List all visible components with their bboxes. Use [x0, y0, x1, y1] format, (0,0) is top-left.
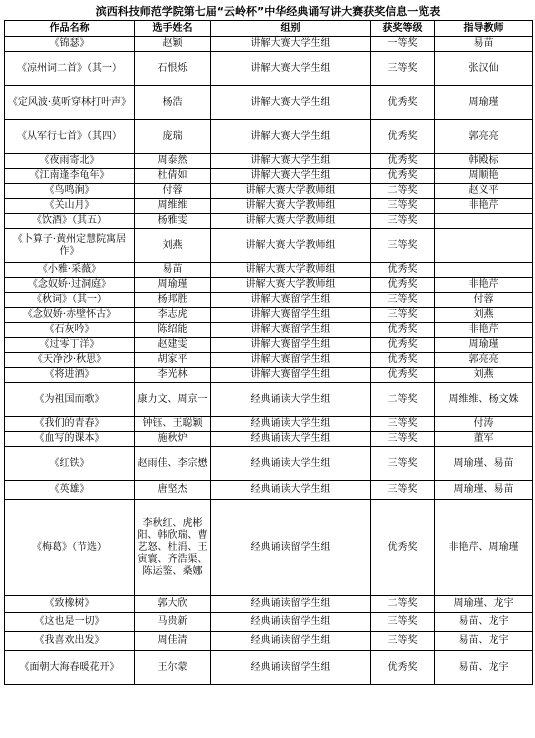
cell-instructor: 非艳芹 [435, 323, 533, 338]
cell-award-level: 三等奖 [371, 214, 435, 229]
cell-group: 讲解大赛留学生组 [211, 353, 371, 368]
page-title: 滨西科技师范学院第七届“云岭杯”中华经典诵写讲大赛获奖信息一览表 [95, 5, 441, 18]
cell-group: 讲解大赛留学生组 [211, 308, 371, 323]
cell-award-level: 优秀奖 [371, 120, 435, 154]
table-row [5, 632, 533, 651]
cell-instructor: 张汉仙 [435, 52, 533, 86]
cell-instructor: 易苗、龙宇 [435, 651, 533, 685]
cell-award-level: 三等奖 [371, 308, 435, 323]
cell-contestant: 赵颖 [135, 37, 211, 52]
cell-group: 经典诵读留学生组 [211, 632, 371, 651]
cell-instructor: 赵义平 [435, 184, 533, 199]
cell-instructor: 周维维、杨文姝 [435, 383, 533, 417]
cell-work-title: 《天净沙·秋思》 [5, 353, 135, 368]
cell-award-level: 二等奖 [371, 383, 435, 417]
cell-contestant: 康力文、周京一 [135, 383, 211, 417]
cell-instructor: 周瑜瑾、龙宇 [435, 596, 533, 613]
cell-instructor: 刘燕 [435, 308, 533, 323]
cell-work-title: 《致橡树》 [5, 596, 135, 613]
cell-contestant: 石恨烁 [135, 52, 211, 86]
cell-instructor: 董军 [435, 432, 533, 447]
cell-group: 讲解大赛大学生组 [211, 120, 371, 154]
cell-group: 讲解大赛大学教师组 [211, 263, 371, 278]
cell-contestant: 杨浩 [135, 86, 211, 120]
cell-group: 经典诵读大学生组 [211, 481, 371, 500]
table-row [5, 368, 533, 383]
cell-award-level: 三等奖 [371, 417, 435, 432]
table-row [5, 613, 533, 632]
cell-award-level: 优秀奖 [371, 86, 435, 120]
table-row [5, 651, 533, 685]
cell-group: 经典诵读大学生组 [211, 447, 371, 481]
header-contestant: 选手姓名 [135, 21, 211, 37]
table-row [5, 52, 533, 86]
cell-work-title: 《我们的青春》 [5, 417, 135, 432]
table-row [5, 383, 533, 417]
table-row [5, 184, 533, 199]
cell-contestant: 杨雅雯 [135, 214, 211, 229]
table-row [5, 323, 533, 338]
table-header-row [5, 21, 533, 37]
cell-instructor: 非艳芹 [435, 278, 533, 293]
cell-award-level: 优秀奖 [371, 278, 435, 293]
cell-contestant: 李光林 [135, 368, 211, 383]
cell-instructor: 周瑜瑾 [435, 86, 533, 120]
cell-work-title: 《念奴娇·赤壁怀古》 [5, 308, 135, 323]
cell-work-title: 《凉州词二首》（其一） [5, 52, 135, 86]
cell-award-level: 优秀奖 [371, 154, 435, 169]
cell-group: 讲解大赛大学教师组 [211, 184, 371, 199]
cell-group: 讲解大赛留学生组 [211, 338, 371, 353]
cell-award-level: 三等奖 [371, 632, 435, 651]
table-row [5, 169, 533, 184]
header-work-title: 作品名称 [5, 21, 135, 37]
cell-contestant: 陈绍能 [135, 323, 211, 338]
cell-work-title: 《从军行七首》（其四） [5, 120, 135, 154]
table-row [5, 263, 533, 278]
table-row [5, 293, 533, 308]
document-sheet [4, 3, 532, 685]
cell-work-title: 《我喜欢出发》 [5, 632, 135, 651]
cell-work-title: 《过零丁洋》 [5, 338, 135, 353]
cell-contestant: 赵建雯 [135, 338, 211, 353]
cell-instructor: 周瑜瑾、易苗 [435, 447, 533, 481]
cell-group: 讲解大赛大学生组 [211, 37, 371, 52]
table-row [5, 308, 533, 323]
cell-work-title: 《定风波·莫听穿林打叶声》 [5, 86, 135, 120]
cell-group: 经典诵读留学生组 [211, 596, 371, 613]
cell-contestant: 李秋红、虎彬阳、韩欣瑞、曹艺怒、杜涓、王寅寰、齐浩渠、陈运鉴、桑娜 [135, 500, 211, 596]
cell-work-title: 《鸟鸣涧》 [5, 184, 135, 199]
cell-work-title: 《为祖国而歌》 [5, 383, 135, 417]
table-row [5, 447, 533, 481]
table-row [5, 199, 533, 214]
table-row [5, 432, 533, 447]
cell-contestant: 施秋炉 [135, 432, 211, 447]
cell-instructor: 刘燕 [435, 368, 533, 383]
cell-instructor: 易苗、龙宇 [435, 632, 533, 651]
cell-award-level: 一等奖 [371, 37, 435, 52]
cell-contestant: 李志虎 [135, 308, 211, 323]
table-row [5, 481, 533, 500]
cell-group: 经典诵读大学生组 [211, 417, 371, 432]
cell-group: 讲解大赛大学生组 [211, 86, 371, 120]
table-row [5, 278, 533, 293]
cell-award-level: 优秀奖 [371, 338, 435, 353]
cell-group: 讲解大赛大学教师组 [211, 199, 371, 214]
cell-contestant: 杨邦胜 [135, 293, 211, 308]
cell-group: 经典诵读大学生组 [211, 432, 371, 447]
cell-instructor: 周瑜瑾、易苗 [435, 481, 533, 500]
table-row [5, 214, 533, 229]
cell-award-level: 优秀奖 [371, 651, 435, 685]
cell-work-title: 《锦瑟》 [5, 37, 135, 52]
cell-work-title: 《英雄》 [5, 481, 135, 500]
cell-group: 讲解大赛大学教师组 [211, 278, 371, 293]
cell-contestant: 周瑜瑾 [135, 278, 211, 293]
cell-instructor: 郭亮亮 [435, 353, 533, 368]
cell-instructor: 韩殿标 [435, 154, 533, 169]
cell-work-title: 《这也是一切》 [5, 613, 135, 632]
cell-contestant: 王尔蒙 [135, 651, 211, 685]
cell-award-level: 三等奖 [371, 52, 435, 86]
cell-instructor [435, 229, 533, 263]
cell-contestant: 唐坚杰 [135, 481, 211, 500]
header-group: 组别 [211, 21, 371, 37]
cell-award-level: 优秀奖 [371, 500, 435, 596]
cell-work-title: 《秋词》（其一） [5, 293, 135, 308]
cell-work-title: 《石灰吟》 [5, 323, 135, 338]
cell-contestant: 郭大欣 [135, 596, 211, 613]
cell-contestant: 杜倩如 [135, 169, 211, 184]
cell-contestant: 刘燕 [135, 229, 211, 263]
cell-contestant: 胡家平 [135, 353, 211, 368]
cell-contestant: 付蓉 [135, 184, 211, 199]
cell-instructor: 非艳芹 [435, 199, 533, 214]
cell-work-title: 《念奴娇·过洞庭》 [5, 278, 135, 293]
cell-award-level: 优秀奖 [371, 169, 435, 184]
cell-contestant: 周维维 [135, 199, 211, 214]
table-row [5, 338, 533, 353]
table-row [5, 86, 533, 120]
cell-work-title: 《关山月》 [5, 199, 135, 214]
cell-award-level: 三等奖 [371, 199, 435, 214]
cell-award-level: 优秀奖 [371, 323, 435, 338]
cell-work-title: 《梅葛》（节选） [5, 500, 135, 596]
header-instructor: 指导教师 [435, 21, 533, 37]
table-row [5, 417, 533, 432]
cell-group: 讲解大赛大学生组 [211, 154, 371, 169]
cell-contestant: 易苗 [135, 263, 211, 278]
cell-award-level: 优秀奖 [371, 263, 435, 278]
cell-work-title: 《小雅·采薇》 [5, 263, 135, 278]
cell-group: 讲解大赛大学生组 [211, 52, 371, 86]
table-row [5, 154, 533, 169]
cell-work-title: 《面朝大海春暖花开》 [5, 651, 135, 685]
cell-instructor: 付蓉 [435, 293, 533, 308]
cell-instructor [435, 263, 533, 278]
cell-contestant: 赵雨佳、李宗懋 [135, 447, 211, 481]
award-table [4, 20, 533, 685]
cell-instructor: 付涛 [435, 417, 533, 432]
cell-award-level: 二等奖 [371, 184, 435, 199]
cell-contestant: 钟钰、王聪颖 [135, 417, 211, 432]
cell-award-level: 三等奖 [371, 432, 435, 447]
cell-instructor [435, 214, 533, 229]
table-row [5, 353, 533, 368]
table-row [5, 37, 533, 52]
cell-instructor: 易苗、龙宇 [435, 613, 533, 632]
cell-work-title: 《夜雨寄北》 [5, 154, 135, 169]
cell-group: 经典诵读留学生组 [211, 613, 371, 632]
table-body [5, 37, 533, 685]
cell-instructor: 易苗 [435, 37, 533, 52]
cell-group: 经典诵读留学生组 [211, 651, 371, 685]
cell-group: 讲解大赛大学教师组 [211, 229, 371, 263]
cell-group: 经典诵读大学生组 [211, 383, 371, 417]
cell-instructor: 郭亮亮 [435, 120, 533, 154]
cell-award-level: 二等奖 [371, 596, 435, 613]
cell-group: 讲解大赛大学生组 [211, 169, 371, 184]
cell-award-level: 优秀奖 [371, 368, 435, 383]
cell-contestant: 周泰然 [135, 154, 211, 169]
cell-award-level: 三等奖 [371, 481, 435, 500]
table-row [5, 229, 533, 263]
table-row [5, 500, 533, 596]
cell-work-title: 《卜算子·黄州定慧院寓居作》 [5, 229, 135, 263]
table-row [5, 596, 533, 613]
cell-group: 讲解大赛留学生组 [211, 323, 371, 338]
header-award-level: 获奖等级 [371, 21, 435, 37]
cell-award-level: 三等奖 [371, 293, 435, 308]
cell-group: 经典诵读留学生组 [211, 500, 371, 596]
cell-work-title: 《江南逢李龟年》 [5, 169, 135, 184]
cell-contestant: 庞瑞 [135, 120, 211, 154]
cell-group: 讲解大赛大学教师组 [211, 214, 371, 229]
cell-group: 讲解大赛留学生组 [211, 368, 371, 383]
cell-instructor: 周顺艳 [435, 169, 533, 184]
cell-work-title: 《红铁》 [5, 447, 135, 481]
table-row [5, 120, 533, 154]
cell-contestant: 马贵新 [135, 613, 211, 632]
cell-instructor: 周瑜瑾 [435, 338, 533, 353]
cell-contestant: 周佳清 [135, 632, 211, 651]
cell-instructor: 非艳芹、周瑜瑾 [435, 500, 533, 596]
cell-award-level: 三等奖 [371, 613, 435, 632]
cell-award-level: 三等奖 [371, 447, 435, 481]
cell-work-title: 《将进酒》 [5, 368, 135, 383]
cell-work-title: 《饮酒》（其五） [5, 214, 135, 229]
cell-group: 讲解大赛留学生组 [211, 293, 371, 308]
cell-award-level: 三等奖 [371, 229, 435, 263]
cell-work-title: 《血写的课本》 [5, 432, 135, 447]
cell-award-level: 优秀奖 [371, 353, 435, 368]
